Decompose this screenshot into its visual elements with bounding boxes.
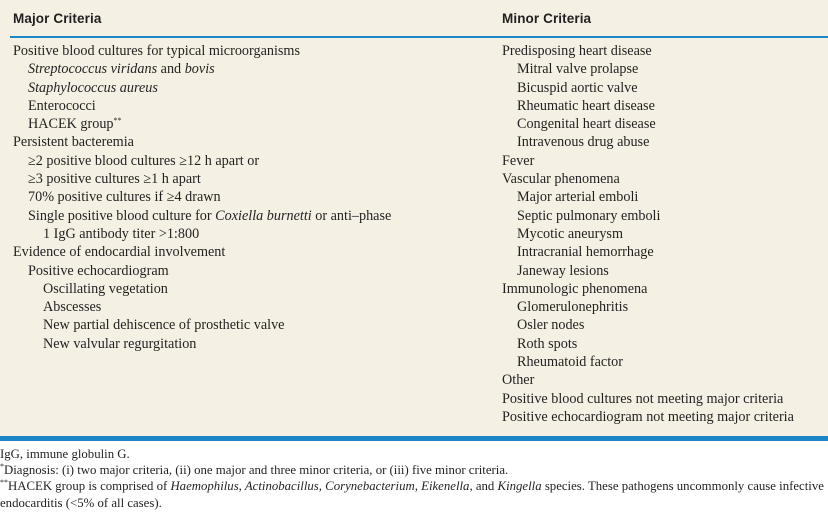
text-run: Single positive blood culture for	[28, 207, 216, 224]
footnotes	[0, 446, 828, 511]
footnote-marker: *	[0, 462, 4, 472]
text-run: Positive echocardiogram not meeting major criteria	[502, 408, 794, 425]
minor-criteria-item	[502, 115, 794, 133]
major-criteria-column	[13, 42, 391, 353]
text-run: New partial dehiscence of prosthetic valve	[43, 317, 285, 334]
text-run: Positive blood cultures not meeting major criteria	[502, 390, 784, 407]
text-run: HACEK group is comprised of	[8, 479, 171, 494]
major-criteria-item	[13, 60, 391, 78]
minor-criteria-item	[502, 60, 794, 78]
text-run: 1 IgG antibody titer >1:800	[43, 225, 200, 242]
text-run: ≥3 positive cultures ≥1 h apart	[28, 171, 201, 188]
table-bottom-rule	[0, 436, 828, 441]
footnote-marker: **	[113, 116, 122, 126]
text-run: Osler nodes	[517, 317, 585, 334]
major-criteria-item	[13, 280, 391, 298]
text-run: Positive blood cultures for typical microorganisms	[13, 43, 300, 59]
text-run: Immunologic phenomena	[502, 280, 648, 297]
major-criteria-item	[13, 188, 391, 206]
text-run: Mycotic aneurysm	[517, 225, 623, 242]
text-run: Major arterial emboli	[517, 189, 639, 206]
minor-criteria-item	[502, 298, 794, 316]
text-run: Abscesses	[43, 299, 102, 316]
major-criteria-item	[13, 335, 391, 353]
minor-criteria-column	[502, 42, 794, 426]
text-run: Predisposing heart disease	[502, 43, 652, 59]
text-run: Vascular phenomena	[502, 171, 620, 188]
text-run: Intracranial hemorrhage	[517, 244, 654, 261]
minor-criteria-item	[502, 42, 794, 60]
minor-criteria-item	[502, 79, 794, 97]
text-run: Congenital heart disease	[517, 116, 656, 133]
footnote	[0, 446, 828, 462]
major-criteria-item	[13, 152, 391, 170]
table-header-row	[0, 0, 828, 37]
major-criteria-header: Major Criteria	[13, 11, 102, 26]
text-run: Haemophilus, Actinobacillus, Corynebacterium, Eikenella,	[170, 479, 473, 494]
minor-criteria-header: Minor Criteria	[502, 11, 592, 26]
major-criteria-item	[13, 243, 391, 261]
text-run: Oscillating vegetation	[43, 280, 168, 297]
major-criteria-item	[13, 133, 391, 151]
text-run: Bicuspid aortic valve	[517, 79, 638, 96]
text-run: Septic pulmonary emboli	[517, 207, 661, 224]
minor-criteria-item	[502, 97, 794, 115]
text-run: Glomerulonephritis	[517, 299, 629, 316]
header-divider	[10, 36, 828, 38]
text-run: Diagnosis: (i) two major criteria, (ii) one major and three minor criteria, or (iii) five minor criteria.	[4, 463, 509, 478]
major-criteria-item	[13, 97, 391, 115]
text-run: IgG, immune globulin G.	[0, 447, 130, 461]
text-run: 70% positive cultures if ≥4 drawn	[28, 189, 221, 206]
text-run: bovis	[184, 61, 215, 78]
text-run: Intravenous drug abuse	[517, 134, 650, 151]
text-run: ≥2 positive blood cultures ≥12 h apart or	[28, 152, 260, 169]
minor-criteria-item	[502, 207, 794, 225]
minor-criteria-item	[502, 188, 794, 206]
text-run: Evidence of endocardial involvement	[13, 244, 226, 261]
minor-criteria-item	[502, 262, 794, 280]
minor-criteria-item	[502, 280, 794, 298]
text-run: Enterococci	[28, 97, 96, 114]
minor-criteria-item	[502, 316, 794, 334]
text-run: species. These pathogens uncommonly cause infective endocarditis (<5% of all cases).	[0, 479, 824, 510]
minor-criteria-item	[502, 225, 794, 243]
major-criteria-item	[13, 170, 391, 188]
major-criteria-item	[13, 298, 391, 316]
text-run: Positive echocardiogram	[28, 262, 169, 279]
text-run: Coxiella burnetti	[215, 207, 312, 224]
minor-criteria-item	[502, 408, 794, 426]
text-run: Persistent bacteremia	[13, 134, 134, 151]
minor-criteria-item	[502, 335, 794, 353]
text-run: Fever	[502, 152, 535, 169]
text-run: and	[157, 61, 185, 78]
text-run: Other	[502, 372, 535, 389]
major-criteria-item	[13, 115, 391, 133]
text-run: HACEK group	[28, 116, 114, 133]
minor-criteria-item	[502, 152, 794, 170]
minor-criteria-item	[502, 133, 794, 151]
footnote-marker: **	[0, 478, 8, 488]
major-criteria-item	[13, 79, 391, 97]
footnote	[0, 478, 828, 510]
text-run: and	[472, 479, 498, 494]
major-criteria-item	[13, 316, 391, 334]
minor-criteria-item	[502, 371, 794, 389]
text-run: Streptococcus viridans	[28, 61, 158, 78]
text-run: Roth spots	[517, 335, 578, 352]
minor-criteria-item	[502, 390, 794, 408]
text-run: Rheumatic heart disease	[517, 97, 655, 114]
minor-criteria-item	[502, 353, 794, 371]
text-run: Janeway lesions	[517, 262, 609, 279]
major-criteria-item	[13, 42, 391, 60]
text-run: New valvular regurgitation	[43, 335, 197, 352]
major-criteria-item	[13, 207, 391, 225]
text-run: Rheumatoid factor	[517, 354, 623, 371]
major-criteria-item	[13, 225, 391, 243]
minor-criteria-item	[502, 243, 794, 261]
text-run: Staphylococcus aureus	[28, 79, 158, 96]
footnote	[0, 462, 828, 478]
text-run: Kingella	[497, 479, 542, 494]
minor-criteria-item	[502, 170, 794, 188]
major-criteria-item	[13, 262, 391, 280]
text-run: Mitral valve prolapse	[517, 61, 639, 78]
text-run: or anti–phase	[311, 207, 392, 224]
